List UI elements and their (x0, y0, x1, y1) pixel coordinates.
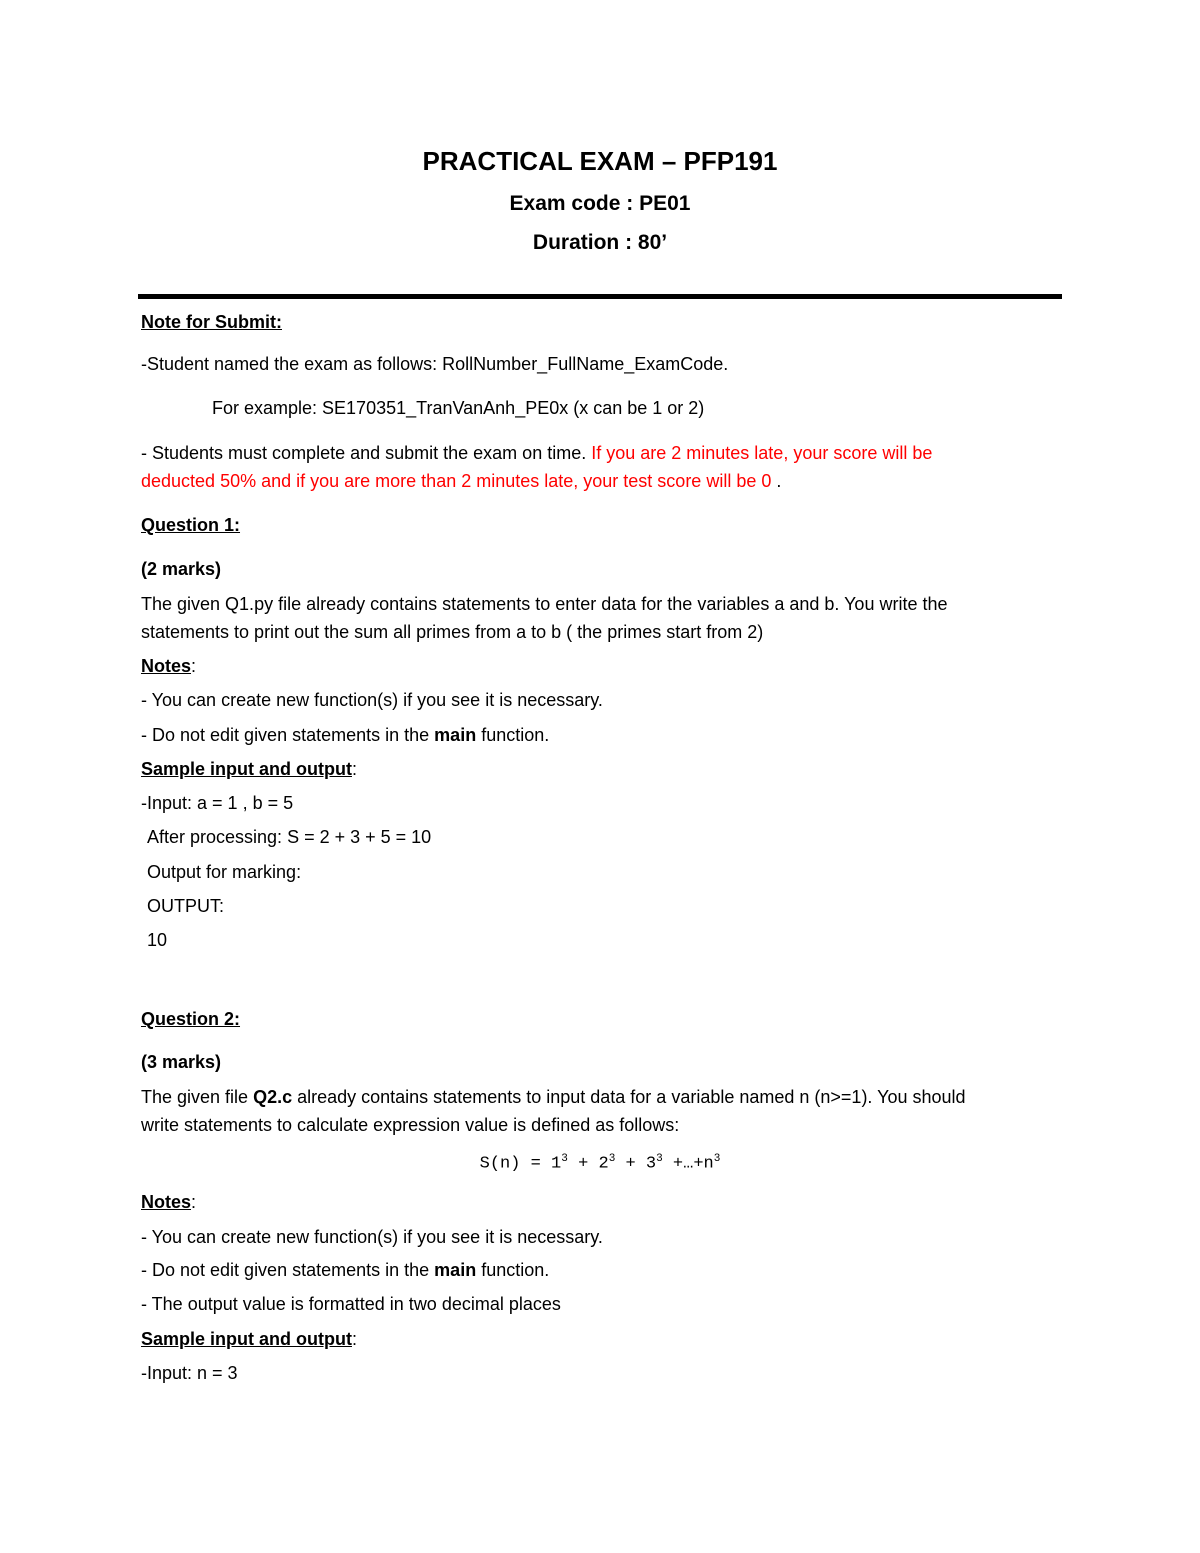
q1-output-label: Output for marking: (147, 862, 302, 882)
q1-note-2-pre: - Do not edit given statements in the (141, 725, 435, 745)
q2-marks: (3 marks) (141, 1052, 222, 1072)
q1-sample-processing: After processing: S = 2 + 3 + 5 = 10 (147, 827, 432, 847)
q1-sample-input: -Input: a = 1 , b = 5 (141, 793, 294, 813)
formula-exp-1: 3 (561, 1153, 568, 1165)
formula-term-2: + 2 (567, 1154, 609, 1174)
q1-description-1: The given Q1.py file already contains statements to enter data for the variables a and b. You write the (141, 594, 948, 614)
q1-output-value: 10 (147, 930, 168, 950)
q1-sample-heading (141, 757, 357, 781)
q1-output-header: OUTPUT: (147, 896, 225, 916)
q1-notes-label: Notes (141, 656, 192, 676)
submit-note-heading: Note for Submit: (141, 312, 282, 332)
q1-note-2 (141, 723, 549, 747)
q1-marks: (2 marks) (141, 559, 222, 579)
q2-sample-colon: : (351, 1329, 357, 1349)
q2-note-2-post: function. (476, 1260, 550, 1280)
submit-ontime-line2 (141, 469, 781, 493)
submit-naming-example: For example: SE170351_TranVanAnh_PE0x (x can be 1 or 2) (212, 398, 705, 418)
formula-exp-3: 3 (656, 1153, 663, 1165)
q2-notes-label: Notes (141, 1192, 192, 1212)
q2-note-2-pre: - Do not edit given statements in the (141, 1260, 435, 1280)
q2-desc-pre: The given file (141, 1087, 254, 1107)
submit-ontime-line1 (141, 441, 932, 465)
q2-note-1: - You can create new function(s) if you see it is necessary. (141, 1227, 603, 1247)
formula-term-n: +…+n (662, 1154, 714, 1174)
q2-desc-post: already contains statements to input data for a variable named n (n>=1). You should (292, 1087, 966, 1107)
formula-exp-n: 3 (713, 1153, 721, 1165)
late-penalty-text-1: If you are 2 minutes late, your score will be (586, 443, 933, 463)
header-divider (138, 294, 1062, 299)
q2-heading: Question 2: (141, 1009, 241, 1029)
q2-description-2: write statements to calculate expression value is defined as follows: (141, 1115, 680, 1135)
q1-note-2-post: function. (476, 725, 550, 745)
q2-note-2-main: main (434, 1260, 477, 1280)
q2-formula (0, 1147, 1200, 1177)
q2-desc-filename: Q2.c (253, 1087, 293, 1107)
exam-title: PRACTICAL EXAM – PFP191 (422, 146, 778, 176)
formula-exp-2: 3 (608, 1153, 616, 1165)
late-penalty-tail: . (771, 471, 782, 491)
q2-sample-label: Sample input and output (141, 1329, 352, 1349)
q1-heading: Question 1: (141, 515, 241, 535)
q2-note-3: - The output value is formatted in two decimal places (141, 1294, 561, 1314)
late-penalty-text-2: deducted 50% and if you are more than 2 minutes late, your test score will be 0 (141, 471, 772, 491)
q2-notes-colon: : (191, 1192, 197, 1212)
formula-lhs: S(n) = 1 (479, 1154, 562, 1174)
q2-sample-heading (141, 1327, 357, 1351)
q2-note-2 (141, 1258, 549, 1282)
q2-notes-heading (141, 1190, 196, 1214)
formula-term-3: + 3 (615, 1154, 657, 1174)
q1-notes-colon: : (191, 656, 197, 676)
ontime-text: - Students must complete and submit the exam on time. (141, 443, 587, 463)
q2-description-1 (141, 1085, 966, 1109)
submit-naming-rule: -Student named the exam as follows: RollNumber_FullName_ExamCode. (141, 354, 729, 374)
q2-sample-input: -Input: n = 3 (141, 1363, 238, 1383)
q1-notes-heading (141, 654, 196, 678)
q1-sample-label: Sample input and output (141, 759, 352, 779)
exam-duration: Duration : 80’ (532, 231, 668, 254)
q1-note-1: - You can create new function(s) if you see it is necessary. (141, 690, 603, 710)
q1-note-2-main: main (434, 725, 477, 745)
q1-description-2: statements to print out the sum all primes from a to b ( the primes start from 2) (141, 622, 764, 642)
q1-sample-colon: : (351, 759, 357, 779)
exam-code: Exam code : PE01 (509, 192, 691, 215)
